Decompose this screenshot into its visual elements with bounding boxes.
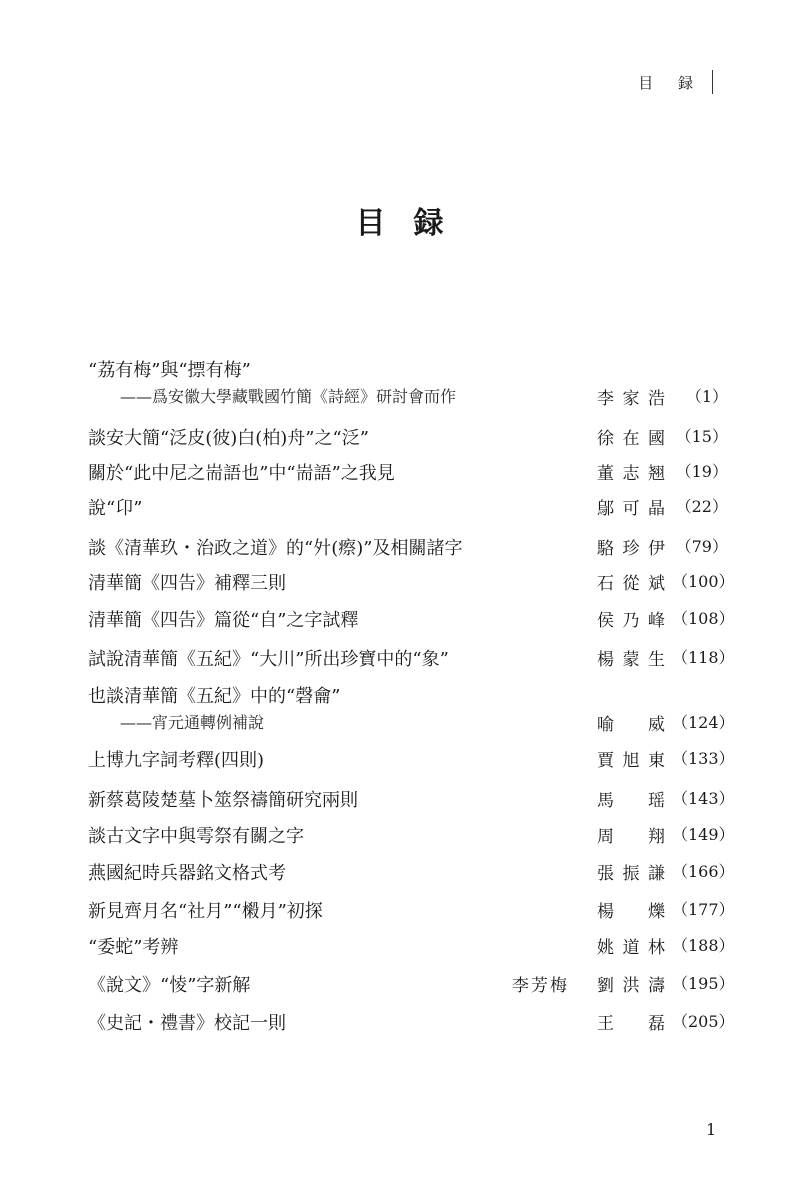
entry-title: 清華簡《四告》篇從“自”之字試釋 bbox=[88, 610, 359, 631]
toc-entry[interactable] bbox=[0, 569, 799, 597]
entry-author: 徐在國 bbox=[597, 429, 665, 449]
toc-entry[interactable] bbox=[0, 933, 799, 961]
entry-page: （166） bbox=[672, 862, 735, 881]
entry-page: （177） bbox=[672, 900, 735, 919]
toc-entry[interactable] bbox=[0, 459, 799, 487]
entry-title: “委蛇”考辨 bbox=[88, 937, 179, 958]
entry-page: （133） bbox=[672, 749, 735, 768]
toc-entry[interactable] bbox=[0, 682, 799, 710]
entry-subtitle: ——宵元通轉例補說 bbox=[120, 713, 265, 732]
entry-title: “荔有梅”與“摽有梅” bbox=[88, 360, 251, 381]
entry-page: （195） bbox=[672, 974, 735, 993]
entry-title: 新見齊月名“社月”“樧月”初探 bbox=[88, 901, 323, 922]
entry-title: 說“卬” bbox=[88, 498, 143, 519]
entry-page: （205） bbox=[672, 1012, 735, 1031]
entry-title: 《史記・禮書》校記一則 bbox=[88, 1013, 286, 1034]
page-title: 目録 bbox=[355, 206, 472, 241]
entry-page: （143） bbox=[672, 789, 735, 808]
entry-coauthor: 李芳梅 bbox=[512, 976, 569, 996]
toc-entry-subtitle-row bbox=[0, 384, 799, 412]
toc-entry[interactable] bbox=[0, 897, 799, 925]
entry-page: （1） bbox=[685, 387, 728, 406]
toc-entry[interactable] bbox=[0, 971, 799, 999]
toc-entry[interactable] bbox=[0, 356, 799, 384]
entry-author: 侯乃峰 bbox=[597, 611, 665, 631]
entry-page: （188） bbox=[672, 936, 735, 955]
entry-author: 張振謙 bbox=[597, 864, 665, 884]
entry-title: 清華簡《四告》補釋三則 bbox=[88, 573, 286, 594]
running-head: 目 録 bbox=[638, 74, 703, 92]
entry-author: 鄔可晶 bbox=[597, 499, 665, 519]
toc-entry[interactable] bbox=[0, 859, 799, 887]
entry-author: 楊爍 bbox=[597, 902, 665, 922]
toc-entry[interactable] bbox=[0, 822, 799, 850]
entry-subtitle: ——爲安徽大學藏戰國竹簡《詩經》研討會而作 bbox=[120, 387, 457, 406]
entry-author: 楊蒙生 bbox=[597, 650, 665, 670]
entry-author: 董志翘 bbox=[597, 464, 665, 484]
entry-page: （79） bbox=[675, 537, 728, 556]
entry-title: 新蔡葛陵楚墓卜筮祭禱簡研究兩則 bbox=[88, 790, 358, 811]
toc-entry[interactable] bbox=[0, 534, 799, 562]
toc-entry[interactable] bbox=[0, 494, 799, 522]
page-number: 1 bbox=[706, 1120, 717, 1139]
entry-page: （19） bbox=[675, 462, 728, 481]
toc-entry[interactable] bbox=[0, 786, 799, 814]
entry-author: 賈旭東 bbox=[597, 751, 665, 771]
entry-page: （124） bbox=[672, 713, 735, 732]
entry-author: 姚道林 bbox=[597, 938, 665, 958]
entry-title: 燕國紀時兵器銘文格式考 bbox=[88, 863, 286, 884]
entry-author: 馬瑶 bbox=[597, 791, 665, 811]
entry-page: （15） bbox=[675, 427, 728, 446]
entry-title: 也談清華簡《五紀》中的“磬龠” bbox=[88, 686, 341, 707]
toc-entry[interactable] bbox=[0, 606, 799, 634]
entry-author: 李家浩 bbox=[597, 389, 665, 409]
entry-page: （22） bbox=[675, 497, 728, 516]
entry-author: 王磊 bbox=[597, 1014, 665, 1034]
entry-title: 上博九字詞考釋(四則) bbox=[88, 750, 265, 771]
entry-author: 駱珍伊 bbox=[597, 539, 665, 559]
entry-title: 關於“此中尼之耑語也”中“耑語”之我見 bbox=[88, 463, 395, 484]
entry-author: 劉洪濤 bbox=[597, 976, 665, 996]
entry-author: 石從斌 bbox=[597, 574, 665, 594]
entry-title: 談古文字中與雩祭有關之字 bbox=[88, 826, 304, 847]
entry-page: （100） bbox=[672, 572, 735, 591]
entry-page: （108） bbox=[672, 609, 735, 628]
entry-title: 談《清華玖・治政之道》的“㚈(瘵)”及相關諸字 bbox=[88, 538, 463, 559]
toc-entry-subtitle-row bbox=[0, 710, 799, 738]
toc-entry[interactable] bbox=[0, 746, 799, 774]
entry-page: （149） bbox=[672, 825, 735, 844]
entry-title: 《說文》“㥄”字新解 bbox=[88, 975, 251, 996]
entry-title: 試說清華簡《五紀》“大川”所出珍寶中的“象” bbox=[88, 649, 449, 670]
entry-title: 談安大簡“泛皮(彼)白(柏)舟”之“泛” bbox=[88, 428, 369, 449]
entry-author: 周翔 bbox=[597, 827, 665, 847]
toc-entry[interactable] bbox=[0, 424, 799, 452]
toc-entry[interactable] bbox=[0, 645, 799, 673]
entry-page: （118） bbox=[672, 648, 735, 667]
entry-author: 喻威 bbox=[597, 715, 665, 735]
toc-entry[interactable] bbox=[0, 1009, 799, 1037]
